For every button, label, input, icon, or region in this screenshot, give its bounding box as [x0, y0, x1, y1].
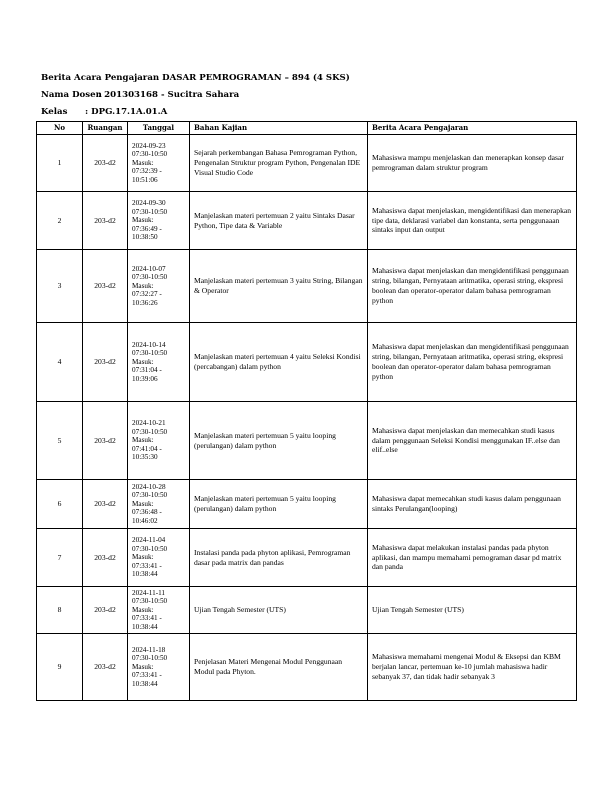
cell-ruangan: 203-d2 [83, 529, 128, 587]
berita-text: Mahasiswa mampu menjelaskan dan menerapkan konsep dasar pemrograman dalam struktur program [372, 153, 564, 172]
cell-masuk: 07:31:04 - [132, 366, 162, 375]
cell-berita-acara [368, 192, 577, 250]
cell-tanggal [128, 480, 190, 529]
cell-masuk-label: Masuk: [132, 436, 154, 445]
cell-bahan-kajian [190, 250, 368, 323]
cell-bahan-kajian [190, 402, 368, 480]
table-row [37, 529, 577, 587]
cell-berita-acara [368, 529, 577, 587]
cell-time: 07:30-10:50 [132, 544, 168, 553]
cell-berita-acara [368, 402, 577, 480]
teaching-report-table [36, 121, 577, 701]
cell-date: 2024-11-11 [132, 588, 166, 597]
cell-no: 7 [37, 529, 83, 587]
cell-no: 1 [37, 135, 83, 192]
cell-date: 2024-10-14 [132, 340, 166, 349]
bahan-text: Instalasi panda pada phyton aplikasi, Pemrograman dasar pada matrix dan pandas [194, 547, 351, 567]
cell-ruangan: 203-d2 [83, 634, 128, 701]
class-line [41, 106, 581, 118]
cell-berita-acara [368, 480, 577, 529]
cell-no: 9 [37, 634, 83, 701]
cell-ruangan: 203-d2 [83, 192, 128, 250]
cell-keluar: 10:38:50 [132, 233, 158, 242]
cell-masuk: 07:36:48 - [132, 508, 162, 517]
cell-time: 07:30-10:50 [132, 273, 168, 282]
table-row [37, 192, 577, 250]
cell-bahan-kajian [190, 135, 368, 192]
class-label: Kelas [41, 107, 68, 117]
cell-tanggal [128, 192, 190, 250]
cell-date: 2024-11-04 [132, 536, 166, 545]
cell-masuk: 07:33:41 - [132, 614, 162, 623]
col-header-berita-acara: Berita Acara Pengajaran [368, 122, 577, 135]
cell-masuk-label: Masuk: [132, 662, 154, 671]
cell-tanggal [128, 250, 190, 323]
cell-time: 07:30-10:50 [132, 654, 168, 663]
col-header-bahan-kajian: Bahan Kajian [190, 122, 368, 135]
cell-masuk: 07:33:41 - [132, 561, 162, 570]
cell-masuk: 07:32:39 - [132, 167, 162, 176]
cell-bahan-kajian [190, 323, 368, 402]
bahan-text: Penjelasan Materi Mengenai Modul Penggunaan Modul pada Phyton. [194, 657, 343, 676]
cell-keluar: 10:39:06 [132, 374, 158, 383]
cell-no: 5 [37, 402, 83, 480]
cell-masuk-label: Masuk: [132, 357, 154, 366]
cell-ruangan: 203-d2 [83, 250, 128, 323]
cell-masuk: 07:33:41 - [132, 671, 162, 680]
berita-text: Mahasiswa dapat menjelaskan, mengidentifikasi dan menerapkan tipe data, deklarasi variabel dan konstanta, serta penggunaaan sintaks input dan output [372, 205, 572, 235]
cell-keluar: 10:46:02 [132, 516, 158, 525]
cell-ruangan: 203-d2 [83, 480, 128, 529]
berita-text: Mahasiswa memahami mengenai Modul & Eksepsi dan KBM berjalan lancar, pertemuan ke-10 jumlah mahasiswa hadir sebanyak 37, dan tidak hadir sebanyak 3 [372, 652, 561, 681]
cell-time: 07:30-10:50 [132, 491, 168, 500]
cell-ruangan: 203-d2 [83, 402, 128, 480]
document-header [41, 72, 581, 118]
table-row [37, 323, 577, 402]
cell-masuk: 07:32:27 - [132, 290, 162, 299]
bahan-text: Manjelaskan materi pertemuan 2 yaitu Sintaks Dasar Python, Tipe data & Variable [194, 210, 355, 230]
cell-date: 2024-09-30 [132, 199, 166, 208]
table-header-row [37, 122, 577, 135]
cell-bahan-kajian [190, 634, 368, 701]
cell-masuk-label: Masuk: [132, 499, 154, 508]
cell-tanggal [128, 529, 190, 587]
table-row [37, 402, 577, 480]
cell-no: 3 [37, 250, 83, 323]
berita-text: Mahasiswa dapat menjelaskan dan mengidentifikasi penggunaan string, bilangan, Pernyataan aritmatika, operasi string, ekspresi boolean dan operator-operator dalam bahasa pemrograman python [372, 342, 569, 381]
cell-berita-acara [368, 250, 577, 323]
cell-keluar: 10:51:06 [132, 175, 158, 184]
col-header-ruangan: Ruangan [83, 122, 128, 135]
cell-date: 2024-11-18 [132, 645, 166, 654]
cell-time: 07:30-10:50 [132, 349, 168, 358]
berita-text: Ujian Tengah Semester (UTS) [372, 605, 464, 615]
cell-berita-acara [368, 323, 577, 402]
bahan-text: Manjelaskan materi pertemuan 5 yaitu looping (perulangan) dalam python [194, 430, 336, 450]
cell-masuk-label: Masuk: [132, 281, 154, 290]
cell-tanggal [128, 402, 190, 480]
cell-masuk: 07:41:04 - [132, 444, 162, 453]
cell-keluar: 10:35:30 [132, 453, 158, 462]
cell-tanggal [128, 323, 190, 402]
berita-text: Mahasiswa dapat menjelaskan dan mengidentifikasi penggunaan string, bilangan, Pernyataan aritmatika, operasi string, ekspresi boolean dan operator-operator dalam bahasa pemrograman python [372, 266, 569, 305]
lecturer-label: Nama Dosen [41, 90, 102, 100]
cell-no: 8 [37, 587, 83, 634]
cell-masuk: 07:36:49 - [132, 224, 162, 233]
cell-date: 2024-09-23 [132, 141, 166, 150]
cell-ruangan: 203-d2 [83, 323, 128, 402]
table-row [37, 135, 577, 192]
col-header-tanggal: Tanggal [128, 122, 190, 135]
cell-tanggal [128, 135, 190, 192]
cell-keluar: 10:38:44 [132, 679, 158, 688]
cell-date: 2024-10-28 [132, 482, 166, 491]
cell-masuk-label: Masuk: [132, 605, 154, 614]
berita-text: Mahasiswa dapat melakukan instalasi pandas pada phyton aplikasi, dan mampu memahami pemograman dasar pd matrix dan panda [372, 542, 562, 572]
bahan-text: Manjelaskan materi pertemuan 5 yaitu looping (perulangan) dalam python [194, 494, 336, 513]
table-row [37, 250, 577, 323]
cell-no: 6 [37, 480, 83, 529]
cell-time: 07:30-10:50 [132, 427, 168, 436]
cell-bahan-kajian [190, 529, 368, 587]
cell-time: 07:30-10:50 [132, 597, 168, 606]
table-row [37, 480, 577, 529]
cell-berita-acara [368, 634, 577, 701]
bahan-text: Manjelaskan materi pertemuan 3 yaitu String, Bilangan & Operator [194, 276, 363, 295]
class-value: : DPG.17.1A.01.A [85, 107, 168, 117]
berita-text: Mahasiswa dapat memecahkan studi kasus dalam penggunaan sintaks Perulangan(looping) [372, 494, 561, 513]
table-row [37, 587, 577, 634]
cell-bahan-kajian [190, 480, 368, 529]
cell-tanggal [128, 587, 190, 634]
cell-masuk-label: Masuk: [132, 216, 154, 225]
lecturer-line [41, 89, 581, 101]
lecturer-value: : 201303168 - Sucitra Sahara [98, 90, 240, 100]
bahan-text: Ujian Tengah Semester (UTS) [194, 605, 286, 615]
cell-date: 2024-10-21 [132, 419, 166, 428]
cell-masuk-label: Masuk: [132, 553, 154, 562]
cell-no: 2 [37, 192, 83, 250]
bahan-text: Manjelaskan materi pertemuan 4 yaitu Seleksi Kondisi (percabangan) dalam python [194, 352, 361, 371]
cell-berita-acara [368, 587, 577, 634]
col-header-no: No [37, 122, 83, 135]
cell-masuk-label: Masuk: [132, 158, 154, 167]
cell-ruangan: 203-d2 [83, 135, 128, 192]
cell-keluar: 10:36:26 [132, 298, 158, 307]
cell-keluar: 10:38:44 [132, 622, 158, 631]
cell-tanggal [128, 634, 190, 701]
bahan-text: Sejarah perkembangan Bahasa Pemrograman Python, Pengenalan Struktur program Python, Pengenalan IDE Visual Studio Code [194, 148, 361, 177]
cell-bahan-kajian [190, 587, 368, 634]
document-title: Berita Acara Pengajaran DASAR PEMROGRAMAN – 894 (4 SKS) [41, 73, 350, 83]
cell-berita-acara [368, 135, 577, 192]
berita-text: Mahasiswa dapat menjelaskan dan memecahkan studi kasus dalam penggunaan Seleksi Kondisi menggunakan IF..else dan elif..else [372, 425, 560, 455]
cell-keluar: 10:38:44 [132, 570, 158, 579]
cell-time: 07:30-10:50 [132, 207, 168, 216]
cell-date: 2024-10-07 [132, 264, 166, 273]
cell-bahan-kajian [190, 192, 368, 250]
table-row [37, 634, 577, 701]
cell-no: 4 [37, 323, 83, 402]
cell-ruangan: 203-d2 [83, 587, 128, 634]
cell-time: 07:30-10:50 [132, 150, 168, 159]
